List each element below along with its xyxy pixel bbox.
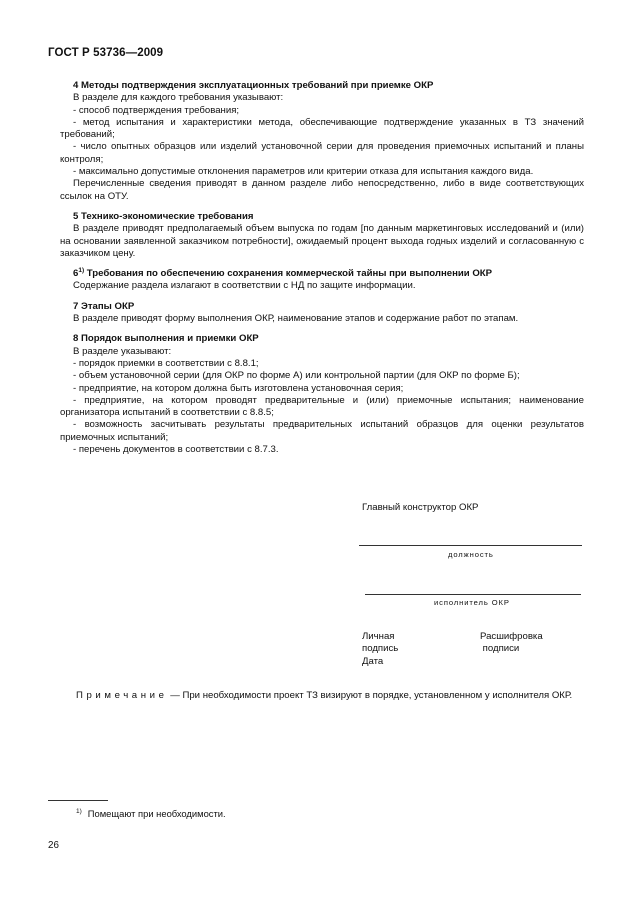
position-caption: должность <box>448 550 494 559</box>
footnote <box>76 808 226 819</box>
section-5-title: 5 Технико-экономические требования <box>73 210 254 222</box>
footnote-text: Помещают при необходимости. <box>87 808 226 819</box>
section-8-title: 8 Порядок выполнения и приемки ОКР <box>73 333 259 345</box>
note <box>76 690 588 701</box>
section-6-line: Содержание раздела излагают в соответствии с НД по защите информации. <box>73 280 416 292</box>
page-number: 26 <box>48 840 59 851</box>
executor-caption: исполнитель ОКР <box>434 598 510 607</box>
section-5-line: В разделе приводят предполагаемый объем выпуска по годам [по данным маркетинговых исследований и (или) на основании заявленной заказчиком потребности], ожидаемый процент выхода годных изделий и согласованную с заказчиком цену. <box>60 223 584 259</box>
personal-signature-label: Личная подпись <box>362 631 399 655</box>
date-label: Дата <box>362 656 384 667</box>
note-label: Примечание <box>76 690 168 701</box>
section-4-line: В разделе для каждого требования указывают: <box>73 92 284 104</box>
position-line <box>359 545 582 546</box>
section-8-line: - предприятие, на котором проводят предварительные и (или) приемочные испытания; наименование организатора испытаний в соответствии с 8.8.5; <box>60 394 584 419</box>
section-8-line: - объем установочной серии (для ОКР по форме А) или контрольной партии (для ОКР по форме Б); <box>73 370 520 382</box>
section-7-title: 7 Этапы ОКР <box>73 300 135 312</box>
section-4-line: - метод испытания и характеристики метода, обеспечивающие подтверждение указанных в ТЗ значений требований; <box>60 116 584 141</box>
section-4-line: - число опытных образцов или изделий установочной серии для проведения приемочных испытаний и планы контроля; <box>60 141 584 165</box>
footnote-mark: 1) <box>76 808 82 815</box>
executor-line <box>365 594 581 595</box>
section-6-number: 6 <box>73 268 79 280</box>
section-7-line: В разделе приводят форму выполнения ОКР, наименование этапов и содержание работ по этапам. <box>73 313 519 325</box>
document-body <box>60 80 584 456</box>
section-8-line: - предприятие, на котором должна быть изготовлена установочная серия; <box>73 382 404 394</box>
document-header: ГОСТ Р 53736—2009 <box>48 47 164 59</box>
section-8-line: - порядок приемки в соответствии с 8.8.1; <box>73 357 259 369</box>
signature-title: Главный конструктор ОКР <box>362 502 479 513</box>
section-4-line: Перечисленные сведения приводят в данном разделе либо непосредственно, либо в виде соответствующих ссылок на ОТУ. <box>60 178 584 202</box>
section-8-line: - перечень документов в соответствии с 8.7.3. <box>73 444 279 456</box>
section-4-line: - максимально допустимые отклонения параметров или критерии отказа для испытания каждого вида. <box>73 166 534 178</box>
footnote-ref: 1) <box>78 267 85 275</box>
section-6-title-text: Требования по обеспечению сохранения коммерческой тайны при выполнении ОКР <box>84 268 493 280</box>
section-8-line: - возможность засчитывать результаты предварительных испытаний образцов для оценки результатов приемочных испытаний; <box>60 419 584 443</box>
section-4-title: 4 Методы подтверждения эксплуатационных требований при приемке ОКР <box>73 80 434 91</box>
footnote-divider <box>48 800 108 801</box>
signature-transcript-label: Расшифровка подписи <box>480 631 543 655</box>
note-text: — При необходимости проект ТЗ визируют в порядке, установленном у исполнителя ОКР. <box>167 690 573 701</box>
section-6-title <box>60 268 584 280</box>
section-8-line: В разделе указывают: <box>73 345 172 357</box>
section-4-line: - способ подтверждения требования; <box>73 104 240 116</box>
